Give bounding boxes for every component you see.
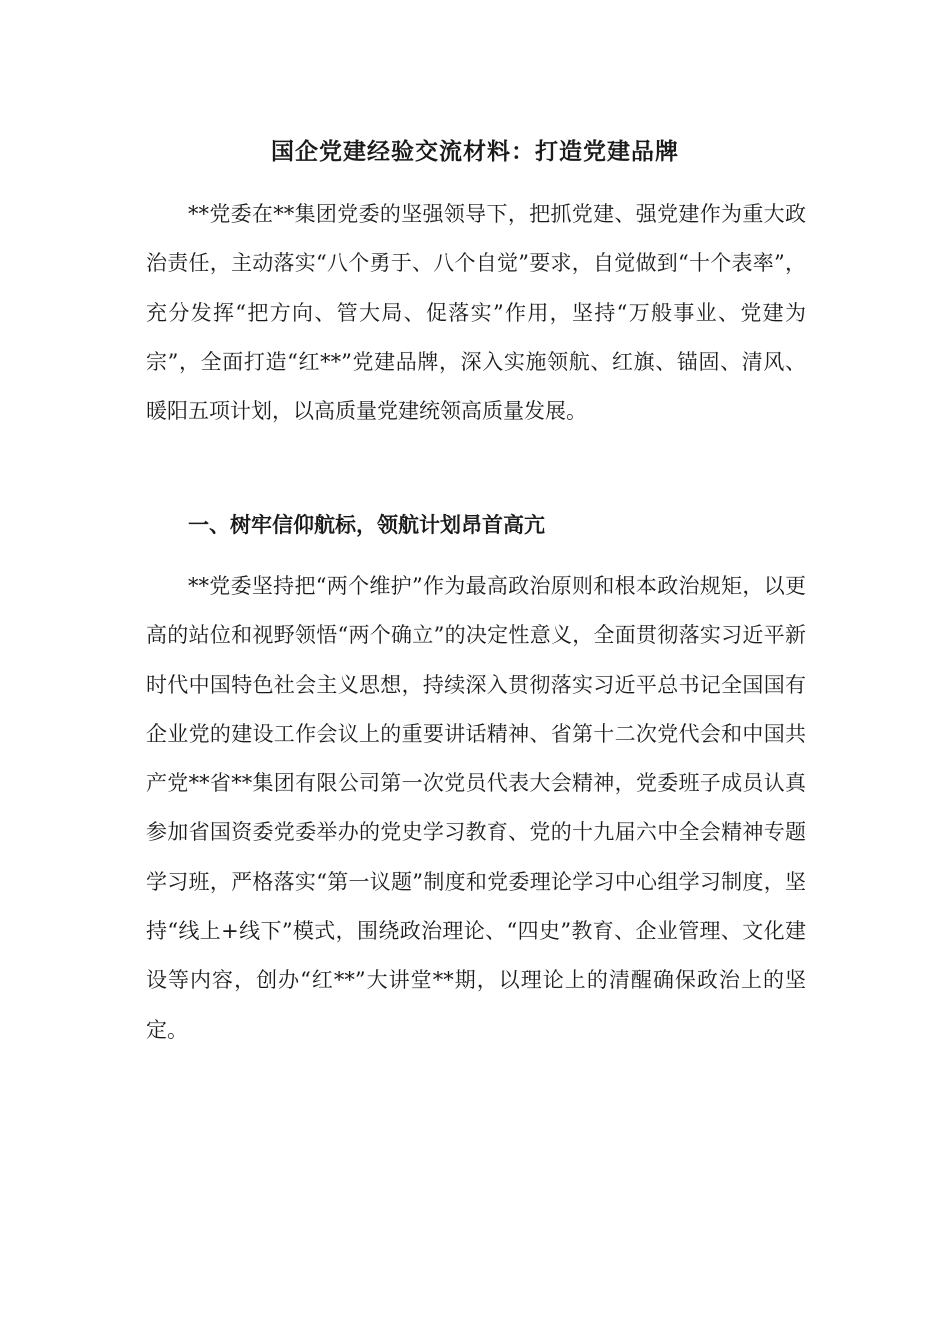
intro-paragraph: **党委在**集团党委的坚强领导下，把抓党建、强党建作为重大政治责任，主动落实“八个勇于、八个自觉”要求，自觉做到“十个表率”，充分发挥“把方向、管大局、促落实”作用，坚持“万般事业、党建为宗”，全面打造“红**”党建品牌，深入实施领航、红旗、锚固、清风、暖阳五项计划，以高质量党建统领高质量发展。 xyxy=(146,202,806,424)
section-heading: 一、树牢信仰航标，领航计划昂首高亢 xyxy=(188,512,545,537)
document-title: 国企党建经验交流材料：打造党建品牌 xyxy=(271,138,679,165)
section-body-paragraph: **党委坚持把“两个维护”作为最高政治原则和根本政治规矩，以更高的站位和视野领悟“两个确立”的决定性意义，全面贯彻落实习近平新时代中国特色社会主义思想，持续深入贯彻落实习近平总书记全国国有企业党的建设工作会议上的重要讲话精神、省第十二次党代会和中国共产党**省**集团有限公司第一次党员代表大会精神，党委班子成员认真参加省国资委党委举办的党史学习教育、党的十九届六中全会精神专题学习班，严格落实“第一议题”制度和党委理论学习中心组学习制度，坚持“线上+线下”模式，围绕政治理论、“四史”教育、企业管理、文化建设等内容，创办“红**”大讲堂**期，以理论上的清醒确保政治上的坚定。 xyxy=(146,574,806,1042)
